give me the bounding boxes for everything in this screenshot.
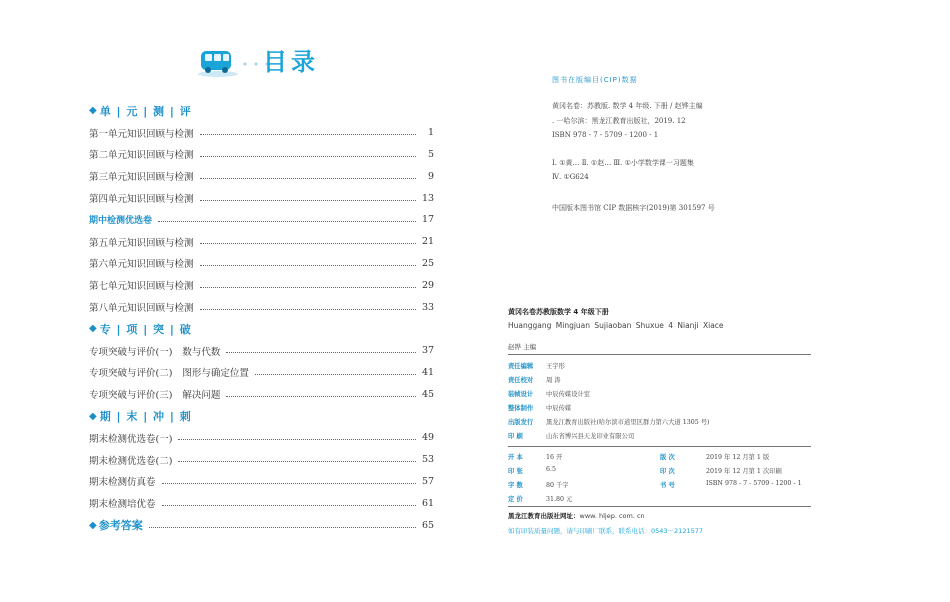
- dot-leader: [226, 352, 416, 353]
- dot-leader: [200, 265, 416, 266]
- page-number: 41: [422, 366, 435, 378]
- quality-notice: 如有印装质量问题，请与印刷厂联系，联系电话：0543－2121577: [508, 527, 703, 535]
- toc-entry[interactable]: [89, 253, 434, 275]
- toc-entry[interactable]: [89, 362, 434, 384]
- page-number: 57: [422, 475, 435, 487]
- entry-label: 第五单元知识回顾与检测: [89, 237, 194, 249]
- spec-label: 版 次: [660, 454, 675, 461]
- page-number: 53: [422, 454, 435, 466]
- divider: [508, 354, 811, 355]
- diamond-icon: ◆: [89, 519, 97, 531]
- page-number: 61: [422, 497, 435, 509]
- toc-entry[interactable]: [89, 492, 434, 514]
- dot-leader: [162, 483, 416, 484]
- credit-label: 责任编辑: [508, 363, 534, 370]
- cip-heading: 图书在版编目(CIP)数据: [552, 76, 638, 84]
- section-heading-final-sprint: [89, 405, 434, 427]
- dot-leader: [178, 461, 416, 462]
- section-heading-special-topics: [89, 318, 434, 340]
- diamond-icon: ◆: [89, 410, 98, 422]
- divider: [508, 446, 811, 447]
- dot-leader: [200, 287, 416, 288]
- credit-label: 出版发行: [508, 419, 534, 426]
- credit-label: 装帧设计: [508, 391, 534, 398]
- dot-leader: [200, 243, 416, 244]
- spec-value: 2019 年 12 月第 1 次印刷: [706, 468, 782, 475]
- toc-entry[interactable]: [89, 449, 434, 471]
- entry-label: 期末检测仿真卷: [89, 477, 156, 489]
- credit-row: [508, 417, 709, 426]
- entry-label: 期末检测优选卷(一): [89, 433, 173, 445]
- toc-entry[interactable]: [89, 274, 434, 296]
- spec-value: 6.5: [546, 466, 557, 473]
- dot-leader: [178, 439, 416, 440]
- toc-entry[interactable]: [89, 122, 434, 144]
- dot-leader: [162, 505, 416, 506]
- table-of-contents: [89, 100, 434, 536]
- credit-row: [508, 403, 571, 412]
- toc-entry[interactable]: [89, 144, 434, 166]
- page-number: 17: [422, 214, 435, 226]
- page-number: 13: [422, 192, 435, 204]
- spec-label: 印 次: [660, 468, 675, 475]
- credit-value: 中辰传媒设计室: [546, 391, 591, 398]
- credit-value: 王宇彤: [546, 363, 565, 370]
- section-title: 期 | 末 | 冲 | 刺: [99, 410, 192, 424]
- spec-value: ISBN 978 - 7 - 5709 - 1200 - 1: [706, 480, 802, 487]
- page-number: 25: [422, 257, 435, 269]
- cip-line: Ⅳ. ①G624: [552, 173, 589, 181]
- entry-subtitle: 解决问题: [182, 390, 221, 402]
- entry-label: 第一单元知识回顾与检测: [89, 128, 194, 140]
- dot-leader: [200, 156, 416, 157]
- spec-value: 80 千字: [546, 482, 569, 489]
- credit-value: 山东省博兴县天龙印业有限公司: [546, 433, 635, 440]
- toc-entry[interactable]: [89, 383, 434, 405]
- toc-header: [197, 46, 337, 80]
- entry-label: 期末检测培优卷: [89, 499, 156, 511]
- diamond-icon: ◆: [89, 323, 98, 335]
- entry-label: 第二单元知识回顾与检测: [89, 150, 194, 162]
- toc-entry[interactable]: [89, 165, 434, 187]
- page-number: 33: [422, 301, 435, 313]
- entry-subtitle: 图形与确定位置: [182, 368, 249, 380]
- dot-leader: [158, 221, 416, 222]
- entry-subtitle: 数与代数: [182, 346, 221, 358]
- cip-line: . 一哈尔滨：黑龙江教育出版社，2019. 12: [552, 117, 686, 125]
- dot-leader: [149, 527, 416, 528]
- page-number: 5: [427, 148, 434, 160]
- section-title: 专 | 项 | 突 | 破: [99, 322, 192, 336]
- cip-line: Ⅰ. ①黄… Ⅱ. ①赵… Ⅲ. ①小学数学课一习题集: [552, 159, 694, 167]
- entry-label: 期中检测优选卷: [89, 216, 153, 227]
- dot-leader: [200, 309, 416, 310]
- header-dots: • • •: [242, 60, 272, 71]
- page-number: 1: [427, 127, 434, 139]
- dot-leader: [200, 134, 416, 135]
- page-number: 49: [422, 432, 435, 444]
- spec-label: 开 本: [508, 454, 523, 461]
- credit-value: 周 涛: [546, 377, 561, 384]
- page-number: 21: [422, 236, 435, 248]
- credit-row: [508, 375, 561, 384]
- dot-leader: [255, 374, 416, 375]
- section-title: 单 | 元 | 测 | 评: [99, 104, 192, 118]
- page-number: 37: [422, 345, 435, 357]
- spec-label: 书 号: [660, 482, 675, 489]
- entry-label: 第七单元知识回顾与检测: [89, 281, 194, 293]
- spec-value: 31.80 元: [546, 496, 573, 503]
- toc-entry[interactable]: [89, 471, 434, 493]
- cip-line: 黄冈名卷：苏教版. 数学 4 年级. 下册 / 赵铧主编: [552, 102, 703, 110]
- spec-label: 定 价: [508, 496, 523, 503]
- spec-value: 16 开: [546, 454, 563, 461]
- toc-entry-midterm[interactable]: [89, 209, 434, 231]
- website-label: 黑龙江教育出版社网址：: [508, 512, 580, 520]
- toc-entry[interactable]: [89, 296, 434, 318]
- credit-value: 黑龙江教育出版社(哈尔滨市道里区群力第六大道 1305 号): [546, 419, 710, 426]
- entry-label: 第四单元知识回顾与检测: [89, 194, 194, 206]
- toc-entry[interactable]: [89, 340, 434, 362]
- toc-entry[interactable]: [89, 427, 434, 449]
- entry-label: 专项突破与评价(二): [89, 368, 173, 380]
- page-title: 目录: [263, 48, 319, 76]
- section-title: 参考答案: [98, 519, 143, 533]
- credit-label: 印 刷: [508, 433, 523, 440]
- entry-label: 第三单元知识回顾与检测: [89, 172, 194, 184]
- credit-label: 整体制作: [508, 405, 534, 412]
- entry-label: 第六单元知识回顾与检测: [89, 259, 194, 271]
- page-number: 29: [422, 279, 435, 291]
- page-number: 65: [422, 519, 435, 531]
- credit-row: [508, 431, 634, 440]
- entry-label: 第八单元知识回顾与检测: [89, 303, 194, 315]
- entry-label: 专项突破与评价(三): [89, 390, 173, 402]
- spec-label: 字 数: [508, 482, 523, 489]
- dot-leader: [200, 178, 416, 179]
- page-number: 9: [427, 170, 434, 182]
- toc-entry[interactable]: [89, 231, 434, 253]
- credit-row: [508, 389, 590, 398]
- toc-entry-answers[interactable]: [89, 514, 434, 536]
- credit-value: 中辰传媒: [546, 405, 572, 412]
- diamond-icon: ◆: [89, 105, 98, 117]
- divider: [508, 506, 811, 507]
- toc-entry[interactable]: [89, 187, 434, 209]
- publisher-website: [508, 511, 645, 520]
- spec-label: 印 张: [508, 468, 523, 475]
- entry-label: 专项突破与评价(一): [89, 346, 173, 358]
- dot-leader: [226, 396, 416, 397]
- spec-value: 2019 年 12 月第 1 版: [706, 454, 770, 461]
- book-title-pinyin: Huanggang Mingjuan Sujiaoban Shuxue 4 Nianji Xiace: [508, 321, 724, 330]
- section-heading-unit-tests: [89, 100, 434, 122]
- copyright-page: [475, 0, 950, 602]
- bus-icon: [197, 46, 239, 78]
- cip-line: 中国版本图书馆 CIP 数据核字(2019)第 301597 号: [552, 204, 715, 212]
- entry-label: 期末检测优选卷(二): [89, 455, 173, 467]
- website-url[interactable]: www. hljep. com. cn: [579, 512, 645, 520]
- page-number: 45: [422, 388, 435, 400]
- cip-line: ISBN 978 - 7 - 5709 - 1200 - 1: [552, 131, 659, 139]
- credit-label: 责任校对: [508, 377, 534, 384]
- book-title: 黄冈名卷苏教版数学 4 年级下册: [508, 308, 609, 316]
- chief-editor: 赵铧 主编: [508, 343, 537, 351]
- credit-row: [508, 361, 565, 370]
- dot-leader: [200, 200, 416, 201]
